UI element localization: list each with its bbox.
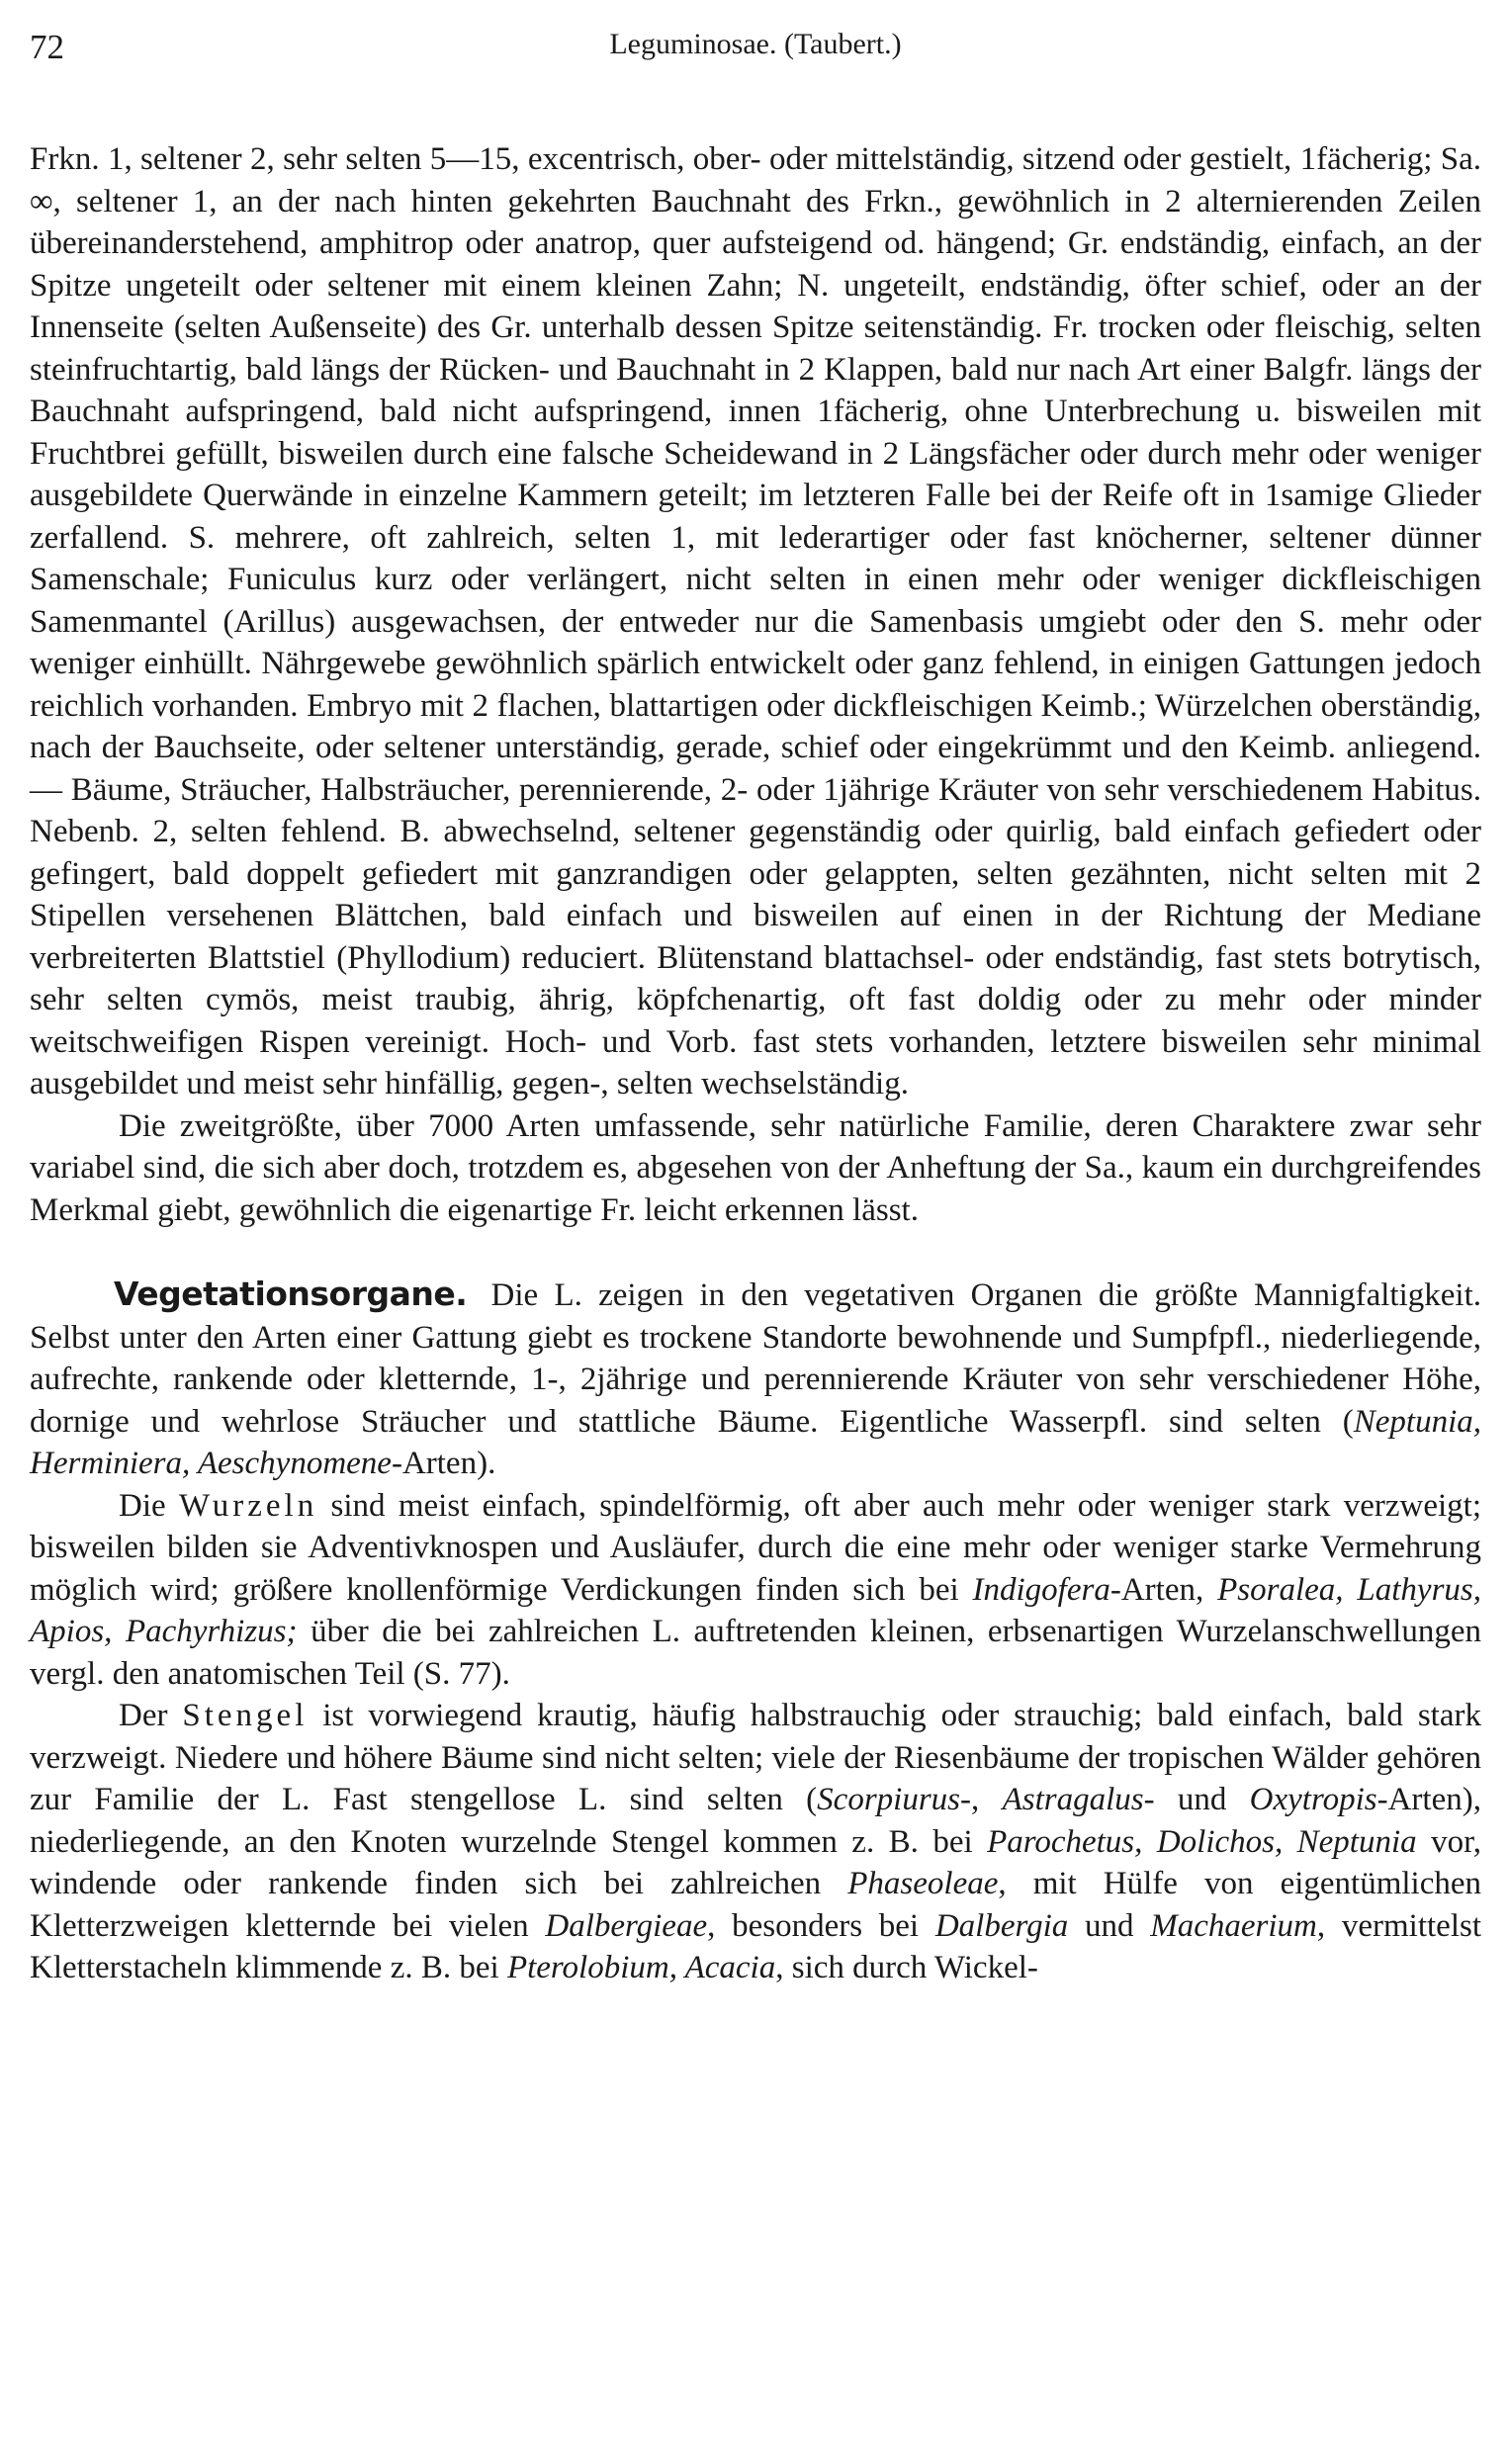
paragraph-vegetation-organs bbox=[30, 1274, 1481, 1485]
italic-taxon: Astragalus bbox=[1002, 1782, 1144, 1817]
running-head: Leguminosae. (Taubert.) bbox=[609, 28, 902, 60]
italic-taxon: Oxytropis bbox=[1249, 1782, 1377, 1817]
document-page bbox=[30, 28, 1481, 1989]
text-span: Die L. zeigen in den vegetativen Organen die größte Mannigfaltigkeit. Selbst unter den Arten einer Gattung giebt es trockene Standorte bewohnende und Sumpfpfl., niederliegende, aufrechte, rankende oder kletternde, 1-, 2jährige und perennierende Kräuter von sehr verschiedener Höhe, dornige und wehrlose Sträucher und stattliche Bäume. Eigentliche Wasserpfl. sind selten ( bbox=[30, 1277, 1481, 1440]
italic-taxon: Pterolobium, Acacia bbox=[506, 1950, 776, 1985]
italic-taxon: Indigofera bbox=[972, 1571, 1110, 1608]
text-span: -Arten), niederliegende, an den Knoten wurzelnde Stengel kommen z. B. bei bbox=[30, 1782, 1481, 1860]
text-span: , sich durch Wickel- bbox=[775, 1950, 1038, 1985]
text-span: über die bei zahlreichen L. auftretenden kleinen, erbsenartigen Wurzelanschwellungen vergl. den anatomischen Teil (S. 77). bbox=[30, 1614, 1481, 1692]
section-gap bbox=[30, 1231, 1481, 1274]
spaced-term-roots: Wurzeln bbox=[178, 1487, 318, 1524]
paragraph-stem bbox=[30, 1695, 1481, 1989]
text-span: -Arten). bbox=[391, 1446, 496, 1481]
text-span: Die bbox=[119, 1487, 179, 1524]
italic-taxon: Neptunia, Herminiera, Aeschynomene bbox=[30, 1403, 1481, 1481]
italic-taxon: Machaerium bbox=[1150, 1907, 1317, 1944]
italic-taxon: Dalbergia bbox=[934, 1907, 1069, 1944]
paragraph-family-characters: Frkn. 1, seltener 2, sehr selten 5—15, excentrisch, ober- oder mittelständig, sitzend oder gestielt, 1fächerig; Sa. ∞, seltener 1, an der nach hinten gekehrten Bauchnaht des Frkn., gewöhnlich in 2 alternierenden Zeilen übereinanderstehend, amphitrop oder anatrop, quer aufsteigend od. hängend; Gr. endständig, einfach, an der Spitze ungeteilt oder seltener mit einem kleinen Zahn; N. ungeteilt, endständig, öfter schief, oder an der Innenseite (selten Außenseite) des Gr. unterhalb dessen Spitze seitenständig. Fr. trocken oder fleischig, selten steinfruchtartig, bald längs der Rücken- und Bauchnaht in 2 Klappen, bald nur nach Art einer Balgfr. längs der Bauchnaht aufspringend, bald nicht aufspringend, innen 1fächerig, ohne Unterbrechung u. bisweilen mit Fruchtbrei gefüllt, bisweilen durch eine falsche Scheidewand in 2 Längsfächer oder durch mehr oder weniger ausgebildete Querwände in einzelne Kammern geteilt; im letzteren Falle bei der Reife oft in 1samige Glieder zerfallend. S. mehrere, oft zahlreich, selten 1, mit lederartiger oder fast knöcherner, seltener dünner Samenschale; Funiculus kurz oder verlängert, nicht selten in einen mehr oder weniger dickfleischigen Samenmantel (Arillus) ausgewachsen, der entweder nur die Samenbasis umgiebt oder den S. mehr oder weniger einhüllt. Nährgewebe gewöhnlich spärlich entwickelt oder ganz fehlend, in einigen Gattungen jedoch reichlich vorhanden. Embryo mit 2 flachen, blattartigen oder dickfleischigen Keimb.; Würzelchen oberständig, nach der Bauchseite, oder seltener unterständig, gerade, schief oder eingekrümmt und den Keimb. anliegend. — Bäume, Sträucher, Halbsträucher, perennierende, 2- oder 1jährige Kräuter von sehr verschiedenem Habitus. Nebenb. 2, selten fehlend. B. abwechselnd, seltener gegenständig oder quirlig, bald einfach gefiedert oder gefingert, bald doppelt gefiedert mit ganzrandigen oder gelappten, selten gezähnten, nicht selten mit 2 Stipellen versehenen Blättchen, bald einfach und bisweilen auf einen in der Richtung der Mediane verbreiterten Blattstiel (Phyllodium) reduciert. Blütenstand blattachsel- oder endständig, fast stets botrytisch, sehr selten cymös, meist traubig, ährig, köpfchenartig, oft fast doldig oder zu mehr oder minder weitschweifigen Rispen vereinigt. Hoch- und Vorb. fast stets vorhanden, letztere bisweilen sehr minimal ausgebildet und meist sehr hinfällig, gegen-, selten wechselständig. bbox=[30, 141, 1481, 1101]
paragraph-roots bbox=[30, 1485, 1481, 1696]
text-span: ist vorwiegend krautig, häufig halbstrauchig oder strauchig; bald einfach, bald stark verzweigt. Niedere und höhere Bäume sind nicht selten; viele der Riesenbäume der tropischen Wälder gehören zur Familie der L. Fast stengellose L. sind selten ( bbox=[30, 1698, 1481, 1817]
text-span: - und bbox=[1143, 1782, 1250, 1817]
text-span: vor, windende oder rankende finden sich bei zahlreichen bbox=[30, 1823, 1482, 1901]
italic-taxon: Parochetus, Dolichos, Neptunia bbox=[987, 1823, 1417, 1860]
italic-taxon: Psoralea, Lathyrus, Apios, Pachyrhizus; bbox=[30, 1571, 1481, 1649]
text-span: Der bbox=[119, 1698, 183, 1733]
text-span: sind meist einfach, spindelförmig, oft aber auch mehr oder weniger stark verzweigt; bisweilen bilden sie Adventivknospen und Ausläufer, durch die eine mehr oder weniger starke Vermehrung möglich wird; größere knollenförmige Verdickungen finden sich bei bbox=[30, 1487, 1481, 1608]
text-span: -Arten, bbox=[1109, 1571, 1218, 1608]
text-span: und bbox=[1068, 1907, 1151, 1944]
text-span: , mit Hülfe von eigentümlichen Kletterzweigen kletternde bei vielen bbox=[30, 1866, 1481, 1944]
italic-taxon: Scorpiurus bbox=[817, 1782, 961, 1817]
section-heading-vegetation: Vegetationsorgane. bbox=[114, 1275, 468, 1313]
page-number: 72 bbox=[30, 28, 64, 66]
text-span: -, bbox=[960, 1782, 1003, 1817]
text-span: , besonders bei bbox=[707, 1907, 935, 1944]
italic-taxon: Dalbergieae bbox=[545, 1907, 708, 1944]
page-header bbox=[30, 28, 1481, 81]
italic-taxon: Phaseoleae bbox=[847, 1866, 999, 1901]
text-span: , vermittelst Kletterstacheln klimmende z. B. bei bbox=[30, 1907, 1482, 1985]
paragraph-family-summary: Die zweitgrößte, über 7000 Arten umfassende, sehr natürliche Familie, deren Charaktere zwar sehr variabel sind, die sich aber doch, trotzdem es, abgesehen von der Anheftung der Sa., kaum ein durchgreifendes Merkmal giebt, gewöhnlich die eigenartige Fr. leicht erkennen lässt. bbox=[30, 1107, 1481, 1228]
spaced-term-stem: Stengel bbox=[182, 1698, 309, 1733]
